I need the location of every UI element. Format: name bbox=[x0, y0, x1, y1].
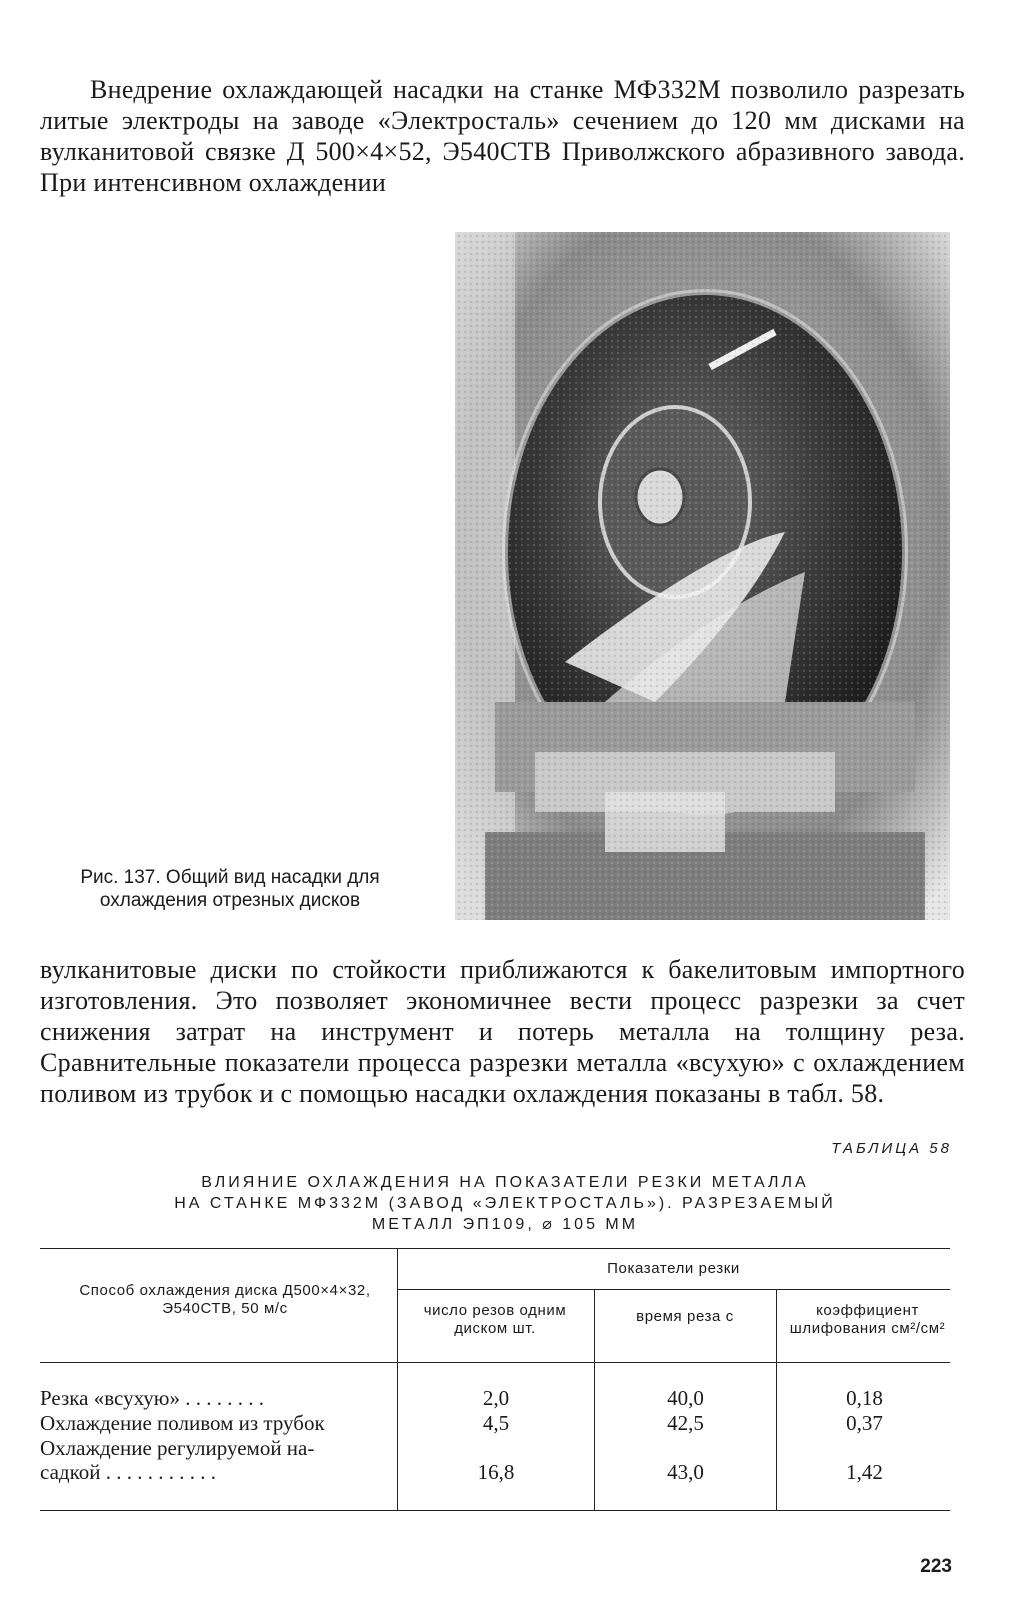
table-title bbox=[95, 1172, 915, 1235]
paragraph-intro: Внедрение охлаждающей насадки на станке МФ332М позволило разрезать литые электроды на заводе «Электросталь» сечением до 120 мм дисками на вулканитовой связке Д 500×4×52, Э540СТВ Приволжского абразивного завода. При интенсивном охлаждении bbox=[40, 75, 965, 197]
cell-nozzle-cuts: 16,8 bbox=[477, 1460, 515, 1484]
cell-dry-cuts: 2,0 bbox=[482, 1386, 510, 1410]
cell-dry-coef: 0,18 bbox=[846, 1386, 883, 1410]
paragraph-continuation: вулканитовые диски по стойкости приближаются к бакелитовым импортного изготовления. Это позволяет экономичнее вести процесс разрезки за счет снижения затрат на инструмент и потерь металла на толщину реза. Сравнительные показатели процесса разрезки металла «всухую» с охлаждением поливом из трубок и с помощью насадки охлаждения показаны в табл. 58. bbox=[40, 955, 965, 1108]
cell-pipe-time: 42,5 bbox=[667, 1411, 704, 1435]
cell-nozzle-time: 43,0 bbox=[667, 1460, 704, 1484]
table-label: ТАБЛИЦА 58 bbox=[831, 1140, 952, 1157]
header-method: Способ охлаждения диска Д500×4×32, Э540СТВ, 50 м/с bbox=[79, 1282, 371, 1317]
photo-illustration bbox=[455, 232, 950, 920]
figure-photo-cooling-nozzle bbox=[455, 232, 950, 920]
table-divider-1 bbox=[397, 1248, 398, 1510]
header-cuts-count: число резов одним диском шт. bbox=[423, 1302, 567, 1337]
cell-pipe-cuts: 4,5 bbox=[482, 1411, 510, 1435]
table-title-line-1: ВЛИЯНИЕ ОХЛАЖДЕНИЯ НА ПОКАЗАТЕЛИ РЕЗКИ МЕТАЛЛА bbox=[201, 1174, 809, 1191]
table-top-rule bbox=[40, 1248, 950, 1249]
caption-text: Общий вид насадки для охлаждения отрезных дисков bbox=[99, 867, 380, 911]
header-grinding-coefficient: коэффициент шлифования см²/см² bbox=[789, 1302, 946, 1337]
row-label-nozzle-1: Охлаждение регулируемой на- bbox=[40, 1436, 315, 1460]
page-number: 223 bbox=[920, 1556, 952, 1577]
table-header-rule bbox=[40, 1362, 950, 1363]
figure-caption bbox=[40, 866, 420, 912]
table-divider-3 bbox=[776, 1289, 777, 1510]
row-label-pipe: Охлаждение поливом из трубок bbox=[40, 1411, 325, 1435]
header-cut-time: время реза с bbox=[636, 1308, 734, 1325]
row-label-dry: Резка «всухую» . . . . . . . . bbox=[40, 1386, 264, 1410]
table-group-rule bbox=[397, 1289, 950, 1290]
table-title-line-3: МЕТАЛЛ ЭП109, ⌀ 105 ММ bbox=[371, 1216, 639, 1233]
row-label-nozzle-2: садкой . . . . . . . . . . . bbox=[40, 1460, 216, 1484]
header-group: Показатели резки bbox=[607, 1260, 740, 1277]
table-divider-2 bbox=[594, 1289, 595, 1510]
caption-label: Рис. 137. bbox=[80, 867, 161, 888]
table-title-line-2: НА СТАНКЕ МФ332М (ЗАВОД «ЭЛЕКТРОСТАЛЬ»). РАЗРЕЗАЕМЫЙ bbox=[174, 1195, 836, 1212]
table-bottom-rule bbox=[40, 1510, 950, 1511]
cell-nozzle-coef: 1,42 bbox=[846, 1460, 883, 1484]
cell-dry-time: 40,0 bbox=[667, 1386, 704, 1410]
cell-pipe-coef: 0,37 bbox=[846, 1411, 883, 1435]
